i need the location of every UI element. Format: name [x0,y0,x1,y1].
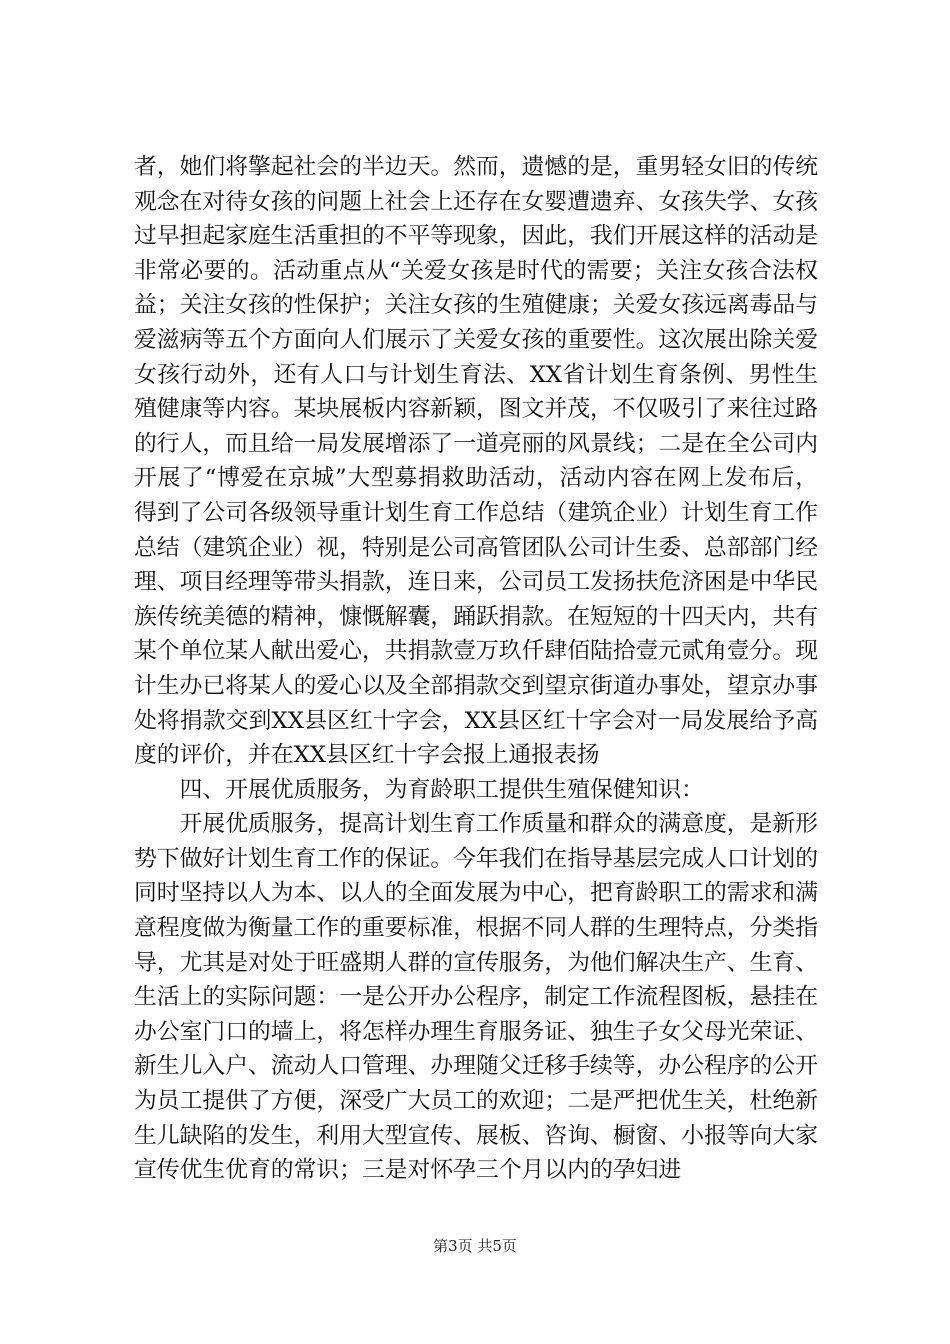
paragraph-quality-service: 开展优质服务，提高计划生育工作质量和群众的满意度，是新形势下做好计划生育工作的保证。今年我们在指导基层完成人口计划的同时坚持以人为本、以人的全面发展为中心，把育龄职工的需求和满意程度做为衡量工作的重要标准，根据不同人群的生理特点，分类指导，尤其是对处于旺盛期人群的宣传服务，为他们解决生产、生育、生活上的实际问题：一是公开办公程序，制定工作流程图板，悬挂在办公室门口的墙上，将怎样办理生育服务证、独生子女父母光荣证、新生儿入户、流动人口管理、办理随父迁移手续等，办公程序的公开为员工提供了方便，深受广大员工的欢迎；二是严把优生关，杜绝新生儿缺陷的发生，利用大型宣传、展板、咨询、橱窗、小报等向大家宣传优生优育的常识；三是对怀孕三个月以内的孕妇进 [134,811,818,1184]
paragraph-continuation: 者，她们将擎起社会的半边天。然而，遗憾的是，重男轻女旧的传统观念在对待女孩的问题上社会上还存在女婴遭遗弃、女孩失学、女孩过早担起家庭生活重担的不平等现象，因此，我们开展这样的活动是非常必要的。活动重点从“关爱女孩是时代的需要；关注女孩合法权益；关注女孩的性保护；关注女孩的生殖健康；关爱女孩远离毒品与爱滋病等五个方面向人们展示了关爱女孩的重要性。这次展出除关爱女孩行动外，还有人口与计划生育法、XX省计划生育条例、男性生殖健康等内容。某块展板内容新颖，图文并茂，不仅吸引了来往过路的行人，而且给一局发展增添了一道亮丽的风景线；二是在全公司内开展了“博爱在京城”大型募捐救助活动，活动内容在网上发布后，得到了公司各级领导重计划生育工作总结（建筑企业）计划生育工作总结（建筑企业）视，特别是公司高管团队公司计生委、总部部门经理、项目经理等带头捐款，连日来，公司员工发扬扶危济困是中华民族传统美德的精神，慷慨解囊，踊跃捐款。在短短的十四天内，共有某个单位某人献出爱心，共捐款壹万玖仟肆佰陆拾壹元贰角壹分。现计生办已将某人的爱心以及全部捐款交到望京街道办事处，望京办事处将捐款交到XX县区红十字会，XX县区红十字会对一局发展给予高度的评价，并在XX县区红十字会报上通报表扬 [134,154,818,769]
section-heading-four: 四、开展优质服务，为育龄职工提供生殖保健知识： [179,776,704,803]
document-body [134,150,818,1188]
page-number-footer: 第3页 共5页 [433,1237,517,1255]
